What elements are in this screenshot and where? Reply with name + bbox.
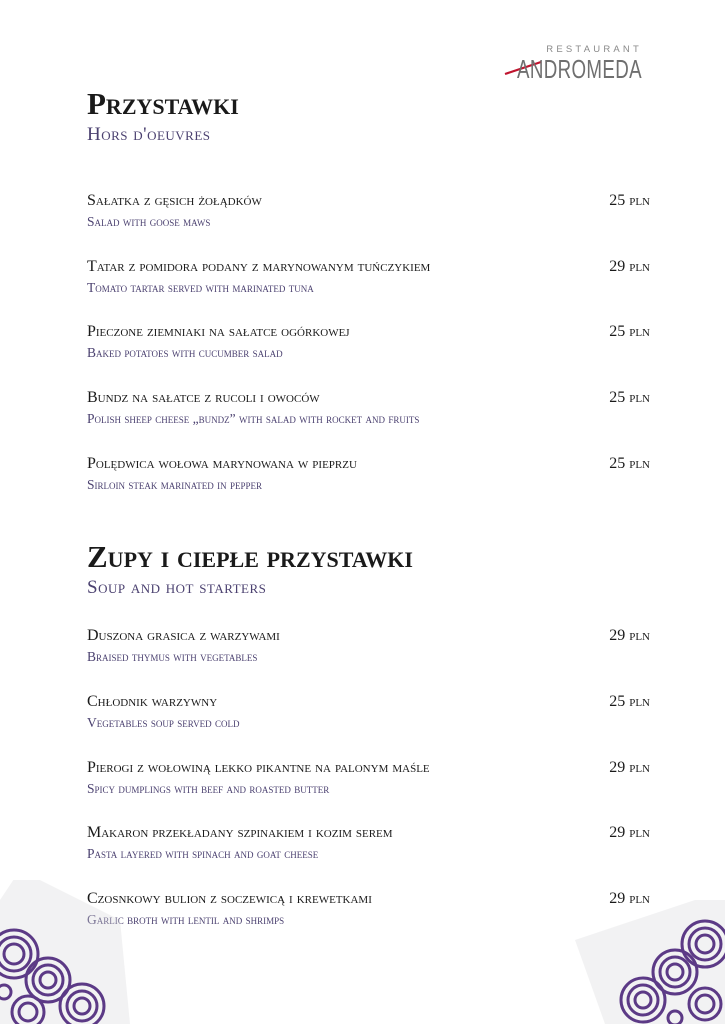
item-name: Sałatka z gęsich żołądków: [87, 192, 262, 209]
item-description: Spicy dumplings with beef and roasted butter: [87, 781, 330, 796]
item-name: Tatar z pomidora podany z marynowanym tuńczykiem: [87, 258, 431, 275]
item-description: Baked potatoes with cucumber salad: [87, 345, 283, 360]
menu-item: [87, 258, 650, 302]
menu-item: [87, 323, 650, 367]
item-description: Braised thymus with vegetables: [87, 649, 258, 664]
restaurant-logo: [503, 44, 648, 90]
item-price: 29 pln: [609, 627, 650, 644]
corner-circles-ornament-left: [0, 880, 130, 1024]
item-price: 25 pln: [609, 192, 650, 209]
section-soups-hot-starters: [87, 539, 657, 927]
item-price: 25 pln: [609, 389, 650, 406]
item-price: 29 pln: [609, 890, 650, 907]
item-name: Czosnkowy bulion z soczewicą i krewetkami: [87, 890, 372, 907]
corner-circles-ornament-right: [565, 900, 725, 1024]
item-description: Sirloin steak marinated in pepper: [87, 477, 263, 492]
menu-item: [87, 627, 650, 671]
item-name: Pieczone ziemniaki na sałatce ogórkowej: [87, 323, 350, 340]
item-price: 25 pln: [609, 455, 650, 472]
item-name: Chłodnik warzywny: [87, 693, 218, 710]
section-hors-doeuvres: [87, 86, 657, 492]
item-description: Pasta layered with spinach and goat cheese: [87, 846, 319, 861]
item-name: Bundz na sałatce z rucoli i owoców: [87, 389, 320, 406]
menu-item: [87, 389, 650, 433]
menu-item: [87, 192, 650, 236]
item-description: Vegetables soup served cold: [87, 715, 240, 730]
item-price: 29 pln: [609, 759, 650, 776]
item-name: Duszona grasica z warzywami: [87, 627, 280, 644]
section-title: Zupy i ciepłe przystawki: [87, 539, 413, 574]
item-description: Polish sheep cheese „bundz” with salad with rocket and fruits: [87, 411, 420, 426]
menu-item: [87, 824, 650, 868]
item-price: 29 pln: [609, 258, 650, 275]
section-subtitle: Hors d'oeuvres: [87, 124, 211, 145]
item-description: Salad with goose maws: [87, 214, 211, 229]
item-price: 25 pln: [609, 693, 650, 710]
section-subtitle: Soup and hot starters: [87, 577, 267, 598]
item-price: 29 pln: [609, 824, 650, 841]
logo-subtitle: RESTAURANT: [546, 44, 642, 55]
item-price: 25 pln: [609, 323, 650, 340]
item-description: Garlic broth with lentil and shrimps: [87, 912, 285, 927]
menu-item: [87, 455, 650, 499]
menu-item: [87, 759, 650, 803]
section-title: Przystawki: [87, 86, 239, 121]
logo-name: ANDROMEDA: [517, 54, 642, 84]
item-name: Polędwica wołowa marynowana w pieprzu: [87, 455, 357, 472]
item-description: Tomato tartar served with marinated tuna: [87, 280, 314, 295]
menu-item: [87, 693, 650, 737]
item-name: Makaron przekładany szpinakiem i kozim serem: [87, 824, 393, 841]
item-name: Pierogi z wołowiną lekko pikantne na palonym maśle: [87, 759, 430, 776]
